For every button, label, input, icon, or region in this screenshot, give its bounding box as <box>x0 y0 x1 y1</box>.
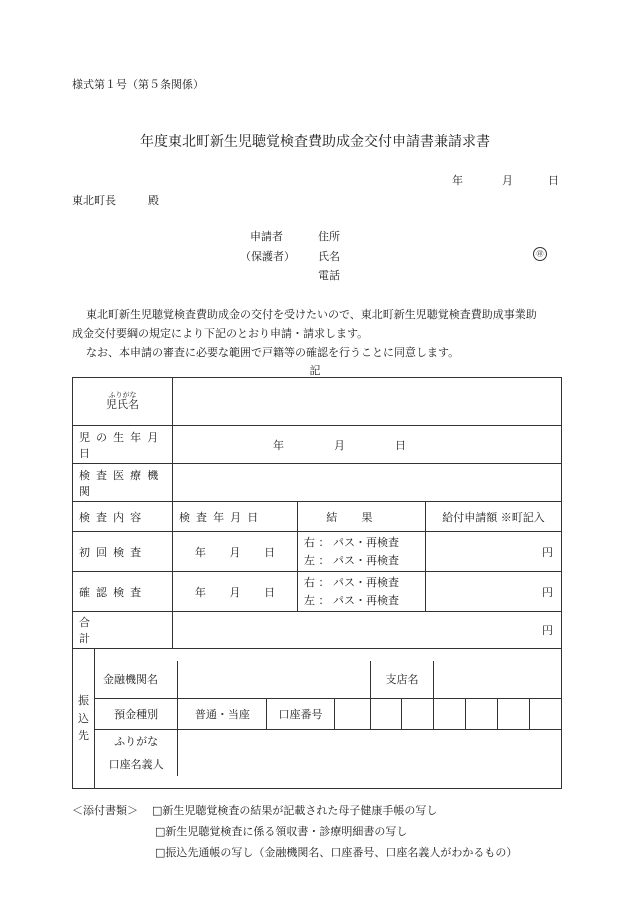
seal-mark <box>533 246 547 261</box>
transfer-char-2: 込 <box>78 711 89 725</box>
initial-amount-field[interactable]: 円 <box>426 532 562 572</box>
birth-day: 日 <box>395 438 406 452</box>
phone-label: 電話 <box>318 269 340 282</box>
confirm-amount-field[interactable]: 円 <box>426 572 562 612</box>
account-number-label: 口座番号 <box>267 698 334 729</box>
applicant-label: 申請者 <box>250 230 283 243</box>
transfer-label <box>73 649 95 789</box>
seal-icon: ㊞ <box>533 247 547 261</box>
confirm-right-ear: 右 ： パス・再検査 <box>304 576 399 590</box>
confirm-year: 年 <box>194 585 206 599</box>
content-header: 検査内容 <box>73 502 173 532</box>
date-month-label: 月 <box>502 174 513 187</box>
honorific: 殿 <box>148 194 159 207</box>
bank-table <box>95 661 561 776</box>
child-name-ruby: ふりがな <box>108 390 137 399</box>
attachment-item-3: □振込先通帳の写し（金融機関名、口座番号、口座名義人がわかるもの） <box>155 846 518 859</box>
child-name-label: 児氏名 <box>106 398 139 412</box>
initial-month: 月 <box>229 545 241 559</box>
result-header: 結果 <box>298 502 426 532</box>
attachment-item-2: □新生児聴覚検査に係る領収書・診療明細書の写し <box>155 825 408 838</box>
date-header: 検査年月日 <box>173 502 298 532</box>
date-day-label: 日 <box>548 174 559 187</box>
body-line-1: 東北町新生児聴覚検査費助成金の交付を受けたいので、東北町新生児聴覚検査費助成事業助 <box>86 308 537 321</box>
holder-label: 口座名義人 <box>108 757 164 771</box>
confirm-test-label: 確認検査 <box>73 572 173 612</box>
confirm-result-field[interactable] <box>298 572 426 612</box>
birth-month: 月 <box>334 438 345 452</box>
confirm-month: 月 <box>229 585 241 599</box>
holder-field[interactable] <box>178 729 561 776</box>
institution-field[interactable] <box>173 464 562 502</box>
attachments <box>72 800 517 863</box>
body-line-3: なお、本申請の審査に必要な範囲で戸籍等の確認を行うことに同意します。 <box>86 346 460 359</box>
institution-label: 検査医療機関 <box>73 464 173 502</box>
birth-year: 年 <box>273 438 284 452</box>
confirm-date-field[interactable] <box>173 572 298 612</box>
child-name-header <box>73 378 173 426</box>
amount-header: 給付申請額 ※町記入 <box>426 502 562 532</box>
application-table <box>72 377 562 789</box>
attachment-item-1: □新生児聴覚検査の結果が記載された母子健康手帳の写し <box>152 804 438 817</box>
form-number: 様式第１号（第５条関係） <box>72 78 204 91</box>
account-digit-7[interactable] <box>530 698 561 729</box>
body-line-2: 成金交付要綱の規定により下記のとおり申請・請求します。 <box>72 327 369 340</box>
initial-result-field[interactable] <box>298 532 426 572</box>
branch-field[interactable] <box>434 661 561 698</box>
guardian-label: （保護者） <box>240 250 295 263</box>
bank-name-field[interactable] <box>178 661 371 698</box>
ki-mark: 記 <box>309 364 321 377</box>
initial-test-label: 初回検査 <box>73 532 173 572</box>
initial-year: 年 <box>194 545 206 559</box>
addressee-name: 東北町長 <box>72 194 116 207</box>
bank-name-label: 金融機関名 <box>95 661 178 698</box>
account-digit-3[interactable] <box>402 698 434 729</box>
address-label: 住所 <box>318 230 340 243</box>
total-label: 合計 <box>73 612 173 649</box>
holder-label-cell <box>95 729 178 776</box>
account-digit-2[interactable] <box>370 698 401 729</box>
confirm-day: 日 <box>264 585 276 599</box>
birth-field[interactable] <box>173 426 562 464</box>
transfer-char-1: 振 <box>78 694 89 708</box>
account-digit-1[interactable] <box>334 698 370 729</box>
holder-kana-label: ふりがな <box>114 734 159 748</box>
deposit-type-value[interactable]: 普通・当座 <box>178 698 267 729</box>
birth-label: 児の生年月日 <box>73 426 173 464</box>
transfer-char-3: 先 <box>78 729 89 743</box>
account-digit-4[interactable] <box>434 698 466 729</box>
confirm-left-ear: 左 ： パス・再検査 <box>304 593 399 607</box>
branch-label: 支店名 <box>370 661 433 698</box>
addressee <box>72 192 159 208</box>
bank-section <box>95 649 562 789</box>
initial-left-ear: 左 ： パス・再検査 <box>304 553 399 567</box>
attachments-label: ＜添付書類＞ <box>72 804 138 817</box>
date-year-label: 年 <box>452 174 463 187</box>
account-digit-5[interactable] <box>466 698 498 729</box>
initial-day: 日 <box>264 545 276 559</box>
initial-date-field[interactable] <box>173 532 298 572</box>
total-amount-field[interactable]: 円 <box>173 612 562 649</box>
deposit-type-label: 預金種別 <box>95 698 178 729</box>
child-name-field[interactable] <box>173 378 562 426</box>
name-label: 氏名 <box>318 250 340 263</box>
document-title: 年度東北町新生児聴覚検査費助成金交付申請書兼請求書 <box>140 134 490 150</box>
account-digit-6[interactable] <box>498 698 530 729</box>
initial-right-ear: 右 ： パス・再検査 <box>304 536 399 550</box>
